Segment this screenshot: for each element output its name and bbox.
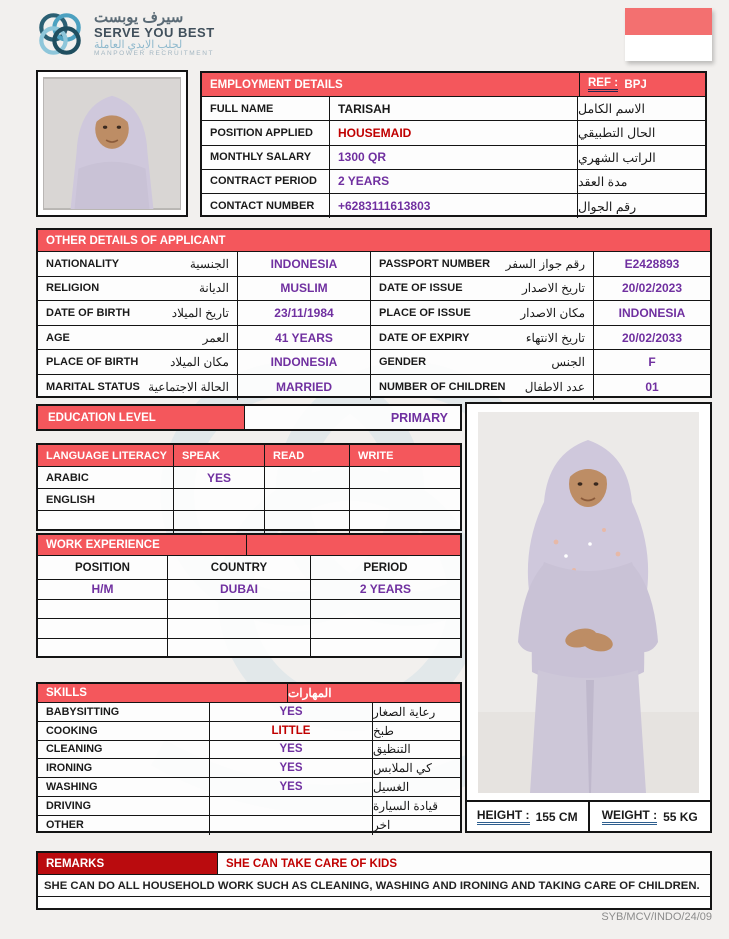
position-value xyxy=(38,639,168,659)
field-value: 2 YEARS xyxy=(330,170,578,193)
table-row xyxy=(38,741,460,760)
applicant-photo-panel xyxy=(465,402,712,833)
field-arabic-label: الاسم الكامل xyxy=(578,102,646,117)
table-row xyxy=(38,277,710,302)
skills-title: SKILLS xyxy=(38,684,288,702)
table-row xyxy=(38,759,460,778)
skill-label: IRONING xyxy=(38,759,210,777)
field-arabic-label: مكان الميلاد xyxy=(170,355,229,370)
speak-value xyxy=(174,489,265,510)
skill-value: YES xyxy=(210,778,373,796)
weight-label: WEIGHT : xyxy=(602,808,657,825)
language-name: ENGLISH xyxy=(38,489,174,510)
column-header: LANGUAGE LITERACY xyxy=(38,445,174,466)
work-columns-row xyxy=(38,556,460,580)
field-label: NATIONALITY xyxy=(46,257,120,270)
passport-photo-image xyxy=(43,77,181,210)
period-value: 2 YEARS xyxy=(359,582,412,597)
table-row xyxy=(38,467,460,489)
field-label: PLACE OF ISSUE xyxy=(379,306,471,319)
table-row xyxy=(38,511,460,533)
skill-arabic-label: اخر xyxy=(373,818,391,833)
remarks-table xyxy=(36,851,712,910)
table-row xyxy=(202,97,705,121)
skill-arabic-label: طبخ xyxy=(373,723,394,738)
skill-label: BABYSITTING xyxy=(38,703,210,721)
language-name xyxy=(38,511,174,533)
language-literacy-table xyxy=(36,443,462,531)
skill-label: OTHER xyxy=(38,816,210,835)
skill-arabic-label: قيادة السيارة xyxy=(373,798,439,813)
other-details-title: OTHER DETAILS OF APPLICANT xyxy=(38,230,710,251)
write-value xyxy=(350,467,460,488)
company-logo-icon xyxy=(32,6,88,62)
write-value xyxy=(350,511,460,533)
skill-value: LITTLE xyxy=(210,722,373,740)
table-row xyxy=(38,619,460,639)
skill-label: DRIVING xyxy=(38,797,210,815)
table-row xyxy=(38,252,710,277)
work-experience-header xyxy=(38,535,460,556)
field-value: INDONESIA xyxy=(618,305,686,320)
table-row xyxy=(202,194,705,218)
skill-value xyxy=(210,816,373,835)
height-cell xyxy=(467,802,588,831)
remarks-empty-row xyxy=(38,897,710,908)
skill-arabic-label: التنظيق xyxy=(373,742,411,757)
flag-red-band xyxy=(625,8,712,35)
field-arabic-label: تاريخ الميلاد xyxy=(171,305,229,320)
field-label: PLACE OF BIRTH xyxy=(46,356,139,369)
skills-header xyxy=(38,684,460,703)
height-label: HEIGHT : xyxy=(477,808,530,825)
read-value xyxy=(265,467,350,488)
weight-value: 55 KG xyxy=(663,809,698,824)
skill-arabic-label: الغسيل xyxy=(373,780,410,795)
education-level-bar xyxy=(36,404,462,431)
field-label: CONTACT NUMBER xyxy=(202,194,330,218)
field-arabic-label: تاريخ الاصدار xyxy=(521,281,585,296)
field-label: DATE OF EXPIRY xyxy=(379,331,470,344)
table-row xyxy=(38,580,460,600)
applicant-passport-photo xyxy=(36,70,188,217)
field-value: INDONESIA xyxy=(238,252,371,276)
field-value: +6283111613803 xyxy=(330,194,578,218)
period-value xyxy=(311,619,460,638)
remarks-headline: SHE CAN TAKE CARE OF KIDS xyxy=(226,857,398,870)
education-label: EDUCATION LEVEL xyxy=(38,406,245,429)
table-row xyxy=(38,703,460,722)
field-label: POSITION APPLIED xyxy=(202,121,330,144)
field-label: FULL NAME xyxy=(202,97,330,120)
read-value xyxy=(265,489,350,510)
country-value: DUBAI xyxy=(168,580,311,599)
period-value xyxy=(311,639,460,659)
logo-english-title: SERVE YOU BEST xyxy=(94,24,215,40)
education-value: PRIMARY xyxy=(390,410,448,425)
table-row xyxy=(38,375,710,400)
employment-details-table xyxy=(200,71,707,217)
applicant-full-photo xyxy=(478,412,699,793)
logo-arabic-title: سيرف يوبست xyxy=(94,9,184,27)
skill-arabic-label: رعاية الصغار xyxy=(373,704,436,719)
speak-value: YES xyxy=(174,467,265,488)
field-arabic-label: رقم الجوال xyxy=(578,199,637,214)
field-arabic-label: الجنس xyxy=(551,355,585,370)
field-value: 01 xyxy=(645,380,659,395)
field-arabic-label: الحال التطبيقي xyxy=(578,126,656,141)
height-weight-row xyxy=(467,800,710,831)
position-value xyxy=(38,619,168,638)
column-header: POSITION xyxy=(38,556,168,579)
table-row xyxy=(38,722,460,741)
skill-value: YES xyxy=(210,741,373,759)
field-label: GENDER xyxy=(379,356,427,369)
table-row xyxy=(38,489,460,511)
country-value xyxy=(168,619,311,638)
field-arabic-label: رقم جواز السفر xyxy=(505,256,585,271)
field-arabic-label: مكان الاصدار xyxy=(520,305,585,320)
work-experience-title: WORK EXPERIENCE xyxy=(38,535,247,555)
field-value: HOUSEMAID xyxy=(330,121,578,144)
field-value: E2428893 xyxy=(624,256,680,271)
empty-cell xyxy=(38,897,710,908)
height-value: 155 CM xyxy=(535,809,578,824)
field-value: TARISAH xyxy=(330,97,578,120)
field-label: MARITAL STATUS xyxy=(46,381,140,394)
flag-white-band xyxy=(625,35,712,62)
header-spacer xyxy=(247,535,460,555)
column-header: COUNTRY xyxy=(168,556,311,579)
ref-value: BPJ xyxy=(624,78,647,91)
field-value: INDONESIA xyxy=(238,350,371,374)
field-label: PASSPORT NUMBER xyxy=(379,257,491,270)
remarks-header-row xyxy=(38,853,710,875)
field-arabic-label: عدد الاطفال xyxy=(524,380,585,395)
weight-cell xyxy=(588,802,711,831)
field-arabic-label: العمر xyxy=(202,330,229,345)
skill-arabic-label: كي الملابس xyxy=(373,761,432,776)
field-label: MONTHLY SALARY xyxy=(202,146,330,169)
table-row xyxy=(38,797,460,816)
logo-english-subtitle: MANPOWER RECRUITMENT xyxy=(94,50,215,58)
field-label: AGE xyxy=(46,331,70,344)
position-value: H/M xyxy=(38,580,168,599)
field-label: CONTRACT PERIOD xyxy=(202,170,330,193)
skill-value: YES xyxy=(210,703,373,721)
field-arabic-label: الراتب الشهري xyxy=(578,150,656,165)
field-value: 20/02/2033 xyxy=(621,330,683,345)
field-arabic-label: تاريخ الانتهاء xyxy=(525,330,585,345)
work-experience-table xyxy=(36,533,462,658)
language-header-row xyxy=(38,445,460,467)
period-value xyxy=(311,600,460,619)
field-value: MARRIED xyxy=(238,375,371,400)
field-value: 20/02/2023 xyxy=(621,281,683,296)
employment-title: EMPLOYMENT DETAILS xyxy=(202,73,580,96)
full-photo-image xyxy=(478,412,699,793)
table-row xyxy=(38,600,460,620)
skill-label: CLEANING xyxy=(38,741,210,759)
table-row xyxy=(38,326,710,351)
table-row xyxy=(202,121,705,145)
indonesia-flag xyxy=(625,8,712,61)
table-row xyxy=(38,639,460,659)
skill-value xyxy=(210,797,373,815)
remarks-body-row xyxy=(38,875,710,897)
document-reference-code: SYB/MCV/INDO/24/09 xyxy=(601,911,712,923)
table-row xyxy=(202,170,705,194)
column-header: READ xyxy=(265,445,350,466)
remarks-body: SHE CAN DO ALL HOUSEHOLD WORK SUCH AS CLEANING, WASHING AND IRONING AND TAKING CARE OF CHILDREN. xyxy=(44,879,700,892)
remarks-title: REMARKS xyxy=(38,853,218,874)
speak-value xyxy=(174,511,265,533)
field-value: 41 YEARS xyxy=(238,326,371,350)
field-label: DATE OF ISSUE xyxy=(379,282,463,295)
field-label: DATE OF BIRTH xyxy=(46,306,131,319)
other-details-table xyxy=(36,228,712,398)
field-value: 23/11/1984 xyxy=(238,301,371,325)
write-value xyxy=(350,489,460,510)
skill-label: WASHING xyxy=(38,778,210,796)
read-value xyxy=(265,511,350,533)
field-label: NUMBER OF CHILDREN xyxy=(379,381,506,394)
column-header: PERIOD xyxy=(363,561,408,574)
logo-arabic-subtitle: لجلب الايدي العاملة xyxy=(94,38,183,51)
field-value: MUSLIM xyxy=(238,277,371,301)
other-details-header xyxy=(38,230,710,252)
field-arabic-label: الجنسية xyxy=(189,256,229,271)
field-label: RELIGION xyxy=(46,282,100,295)
table-row xyxy=(38,778,460,797)
field-arabic-label: الحالة الاجتماعية xyxy=(148,380,229,395)
language-name: ARABIC xyxy=(38,467,174,488)
table-row xyxy=(38,816,460,835)
table-row xyxy=(38,350,710,375)
table-row xyxy=(202,146,705,170)
position-value xyxy=(38,600,168,619)
field-arabic-label: مدة العقد xyxy=(578,174,628,189)
employment-header-row xyxy=(202,73,705,97)
table-row xyxy=(38,301,710,326)
ref-label: REF : xyxy=(588,77,618,92)
skill-label: COOKING xyxy=(38,722,210,740)
field-value: F xyxy=(648,355,656,370)
field-arabic-label: الديانة xyxy=(198,281,229,296)
skill-value: YES xyxy=(210,759,373,777)
country-value xyxy=(168,639,311,659)
skills-table xyxy=(36,682,462,833)
employment-ref xyxy=(580,73,705,96)
column-header: SPEAK xyxy=(174,445,265,466)
field-value: 1300 QR xyxy=(330,146,578,169)
column-header: WRITE xyxy=(350,445,460,466)
country-value xyxy=(168,600,311,619)
company-logo xyxy=(32,6,215,62)
skills-title-arabic: المهارات xyxy=(288,684,460,702)
